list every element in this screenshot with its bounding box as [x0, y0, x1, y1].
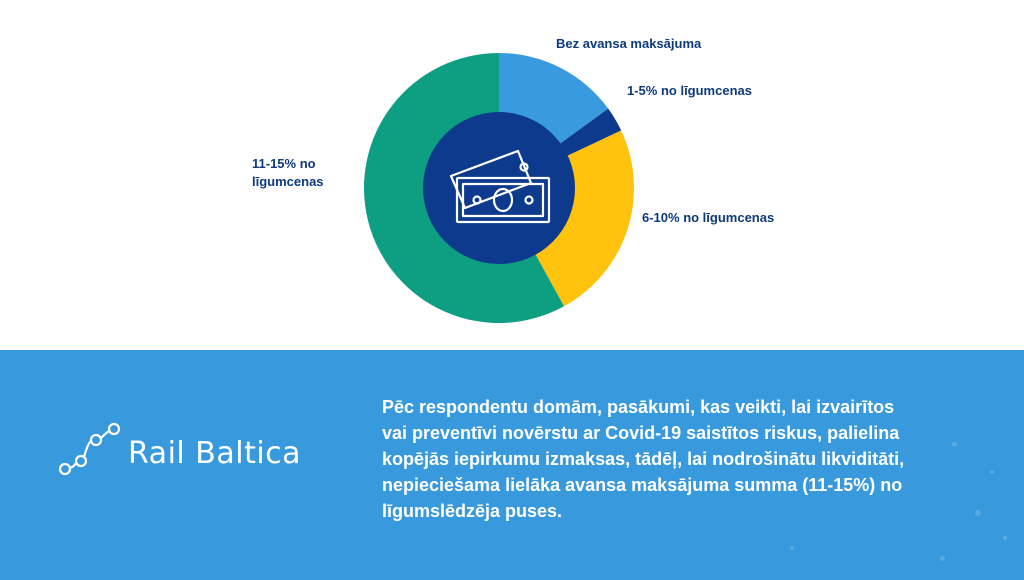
label-1-5: 1-5% no līgumcenas — [627, 83, 752, 98]
logo-text: Rail Baltica — [128, 435, 302, 471]
rail-baltica-logo — [58, 421, 301, 479]
donut-center — [423, 112, 575, 264]
decor-dot — [975, 510, 981, 516]
label-11-15-line1: 11-15% no — [252, 156, 316, 171]
label-11-15-line2: līgumcenas — [252, 174, 324, 189]
decor-dot — [990, 470, 994, 474]
decor-dot — [952, 442, 957, 447]
label-6-10: 6-10% no līgumcenas — [642, 210, 775, 225]
banner-caption: Pēc respondentu domām, pasākumi, kas veikti, lai izvairītos vai preventīvi novērstu ar Covid-19 saistītos riskus, palielina kopējās iepirkumu izmaksas, tādēļ, lai nodrošinātu likviditāti, nepieciešama lielāka avansa maksājuma summa (11-15%) no līgumslēdzēja puses. — [382, 397, 905, 521]
rail-baltica-logo-icon — [58, 421, 122, 479]
label-bez-avansa: Bez avansa maksājuma — [556, 36, 702, 51]
decor-dot — [790, 546, 794, 550]
decor-dot — [1003, 536, 1007, 540]
decor-dot — [940, 556, 945, 561]
